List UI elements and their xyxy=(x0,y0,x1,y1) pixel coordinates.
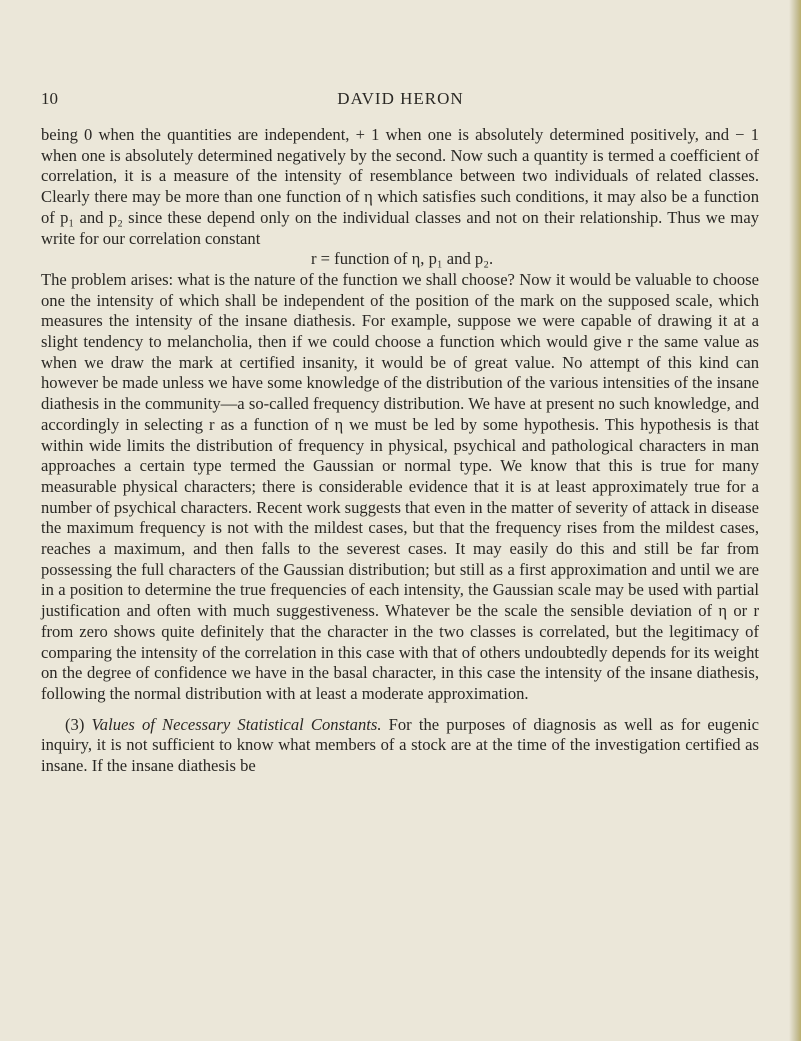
paragraph-1: being 0 when the quantities are independent, + 1 when one is absolutely determined positively, and − 1 when one is absolutely determined negatively by the second. Now such a quantity is termed a coefficient of correlation, it is a measure of the intensity of resemblance between two individuals of related classes. Clearly there may be more than one function of η which satisfies such conditions, it may also be a function of p₁ and p₂ since these depend only on the individual classes and not on their relationship. Thus we may write for our correlation constant xyxy=(41,125,759,248)
page-number: 10 xyxy=(41,89,58,108)
paragraph-2: The problem arises: what is the nature of the function we shall choose? Now it would be valuable to choose one the intensity of which shall be independent of the position of the mark on the supposed scale, which measures the intensity of the insane diathesis. For example, suppose we were capable of drawing it at a slight tendency to melancholia, then if we could choose a function which would give r the same value as when we draw the mark at certified insanity, it would be of great value. No attempt of this kind can however be made unless we have some knowledge of the distribution of the various intensities of the insane diathesis in the community—a so-called frequency distribution. We have at present no such knowledge, and accordingly in selecting r as a function of η we must be led by some hypothesis. This hypothesis is that within wide limits the distribution of frequency in physical, psychical and pathological characters in man approaches a certain type termed the Gaussian or normal type. We know that this is true for many measurable physical characters; there is considerable evidence that it is at least approximately true for a number of psychical characters. Recent work suggests that even in the matter of severity of attack in disease the maximum frequency is not with the mildest cases, but that the frequency rises from the mildest cases, reaches a maximum, and then falls to the severest cases. It may easily do this and still be far from possessing the full characters of the Gaussian distribution; but still as a first approximation and until we are in a position to determine the true frequencies of each intensity, the Gaussian scale may be used with partial justification and often with much suggestiveness. Whatever be the scale the sensible deviation of η or r from zero shows quite definitely that the character in the two classes is correlated, but the legitimacy of comparing the intensity of the correlation in this case with that of others undoubtedly depends for its weight on the degree of confidence we have in the basal character, in this case the intensity of the insane diathesis, following the normal distribution with at least a moderate approximation. xyxy=(41,269,759,703)
page-edge-shadow xyxy=(789,0,801,1041)
section-title: Values of Necessary Statistical Constants. xyxy=(91,714,382,734)
section-text: For the purposes of diagnosis as well as for eugenic inquiry, it is not sufficient to know what members of a stock are at the time of the investigation certified as insane. If the insane diathesis be xyxy=(41,714,760,776)
correlation-formula: r = function of η, p₁ and p₂. xyxy=(311,249,494,269)
running-head: DAVID HERON xyxy=(337,89,464,108)
section-number: (3) xyxy=(65,714,85,734)
body-text xyxy=(41,125,759,777)
section-3-paragraph xyxy=(41,715,759,777)
page-header xyxy=(0,88,801,112)
